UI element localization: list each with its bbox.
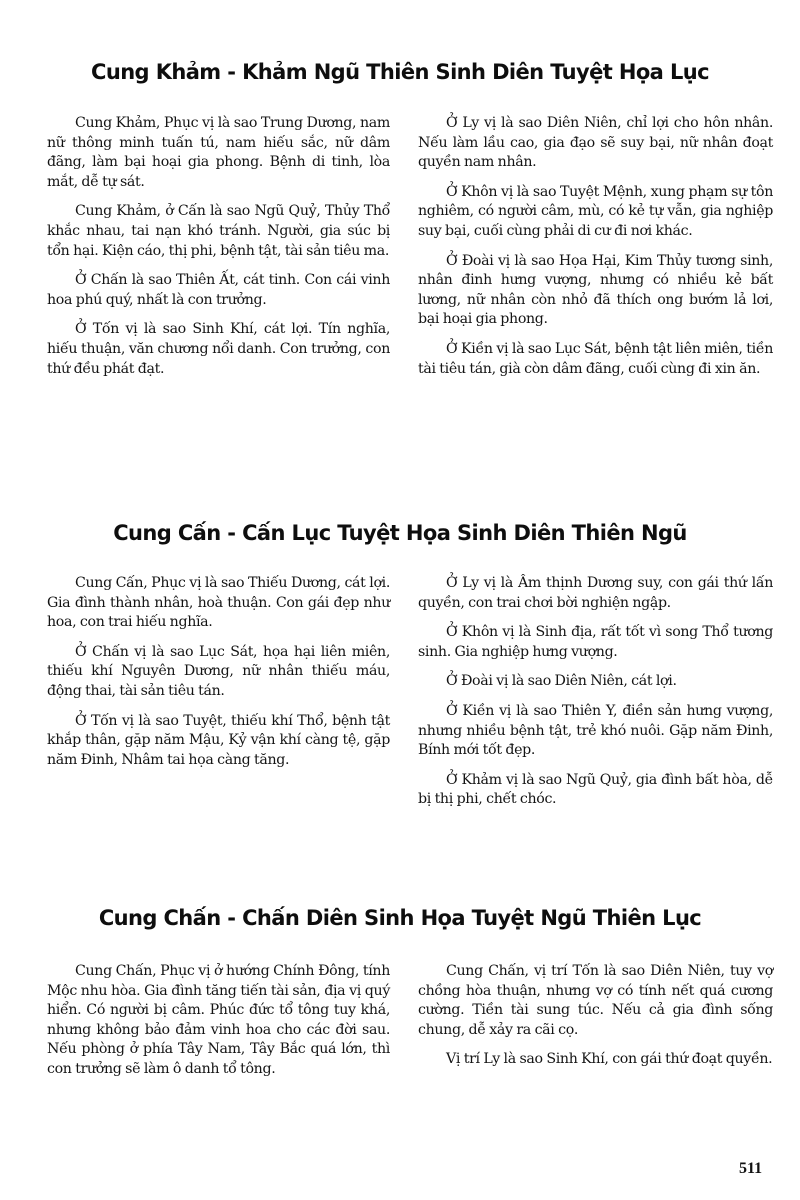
section-title: Cung Khảm - Khảm Ngũ Thiên Sinh Diên Tuyệt Họa Lục bbox=[91, 60, 709, 84]
paragraph: Ở Tốn vị là sao Sinh Khí, cát lợi. Tín nghĩa, hiếu thuận, văn chương nổi danh. Con trưởng, con thứ đều phát đạt. bbox=[47, 321, 390, 377]
right-column bbox=[418, 962, 773, 1080]
paragraph: Ở Khôn vị là sao Tuyệt Mệnh, xung phạm sự tôn nghiêm, có người câm, mù, có kẻ tự vẫn, gia nghiệp suy bại, cuối cùng phải di cư đi nơi khác. bbox=[418, 183, 773, 239]
left-column bbox=[47, 962, 390, 1090]
page-number: 511 bbox=[739, 1160, 763, 1177]
right-column bbox=[418, 574, 773, 820]
paragraph: Cung Khảm, ở Cấn là sao Ngũ Quỷ, Thủy Thổ khắc nhau, tai nạn khó tránh. Người, gia súc bị tổn hại. Kiện cáo, thị phi, bệnh tật, tài sản tiêu ma. bbox=[47, 203, 390, 259]
section-title: Cung Chấn - Chấn Diên Sinh Họa Tuyệt Ngũ Thiên Lục bbox=[98, 906, 702, 930]
paragraph: Ở Chấn là sao Thiên Ất, cát tinh. Con cái vinh hoa phú quý, nhất là con trưởng. bbox=[47, 272, 390, 308]
paragraph: Ở Khôn vị là Sinh địa, rất tốt vì song Thổ tương sinh. Gia nghiệp hưng vượng. bbox=[418, 624, 773, 660]
paragraph: Vị trí Ly là sao Sinh Khí, con gái thứ đoạt quyền. bbox=[446, 1051, 773, 1068]
paragraph: Ở Ly vị là Âm thịnh Dương suy, con gái thứ lấn quyền, con trai chơi bời nghiện ngập. bbox=[418, 575, 773, 611]
paragraph: Ở Ly vị là sao Diên Niên, chỉ lợi cho hôn nhân. Nếu làm lầu cao, gia đạo sẽ suy bại, nữ nhân đoạt quyền nam nhân. bbox=[418, 115, 773, 171]
paragraph: Ở Đoài vị là sao Diên Niên, cát lợi. bbox=[446, 673, 677, 690]
left-column bbox=[47, 574, 390, 780]
paragraph: Cung Chấn, Phục vị ở hướng Chính Đông, tính Mộc nhu hòa. Gia đình tăng tiến tài sản, địa vị quý hiển. Có người bị câm. Phúc đức tổ tông tuy khá, nhưng không bảo đảm vinh hoa cho các đời sau. Nếu phòng ở phía Tây Nam, Tây Bắc quá lớn, thì con trưởng sẽ làm ô danh tổ tông. bbox=[47, 963, 390, 1077]
paragraph: Ở Kiền vị là sao Lục Sát, bệnh tật liên miên, tiền tài tiêu tán, già còn dâm đãng, cuối cùng đi xin ăn. bbox=[418, 340, 773, 377]
paragraph: Cung Khảm, Phục vị là sao Trung Dương, nam nữ thông minh tuấn tú, nam hiếu sắc, nữ dâm đãng, làm bại hoại gia phong. Bệnh di tinh, lòa mắt, dễ tự sát. bbox=[47, 115, 390, 190]
paragraph: Ở Kiền vị là sao Thiên Y, điền sản hưng vượng, nhưng nhiều bệnh tật, trẻ khó nuôi. Gặp năm Đinh, Bính mới tốt đẹp. bbox=[418, 702, 773, 759]
right-column bbox=[418, 114, 773, 389]
paragraph: Ở Chấn vị là sao Lục Sát, họa hại liên miên, thiếu khí Nguyên Dương, nữ nhân thiếu máu, động thai, tài sản tiêu tán. bbox=[47, 643, 390, 699]
paragraph: Ở Tốn vị là sao Tuyệt, thiếu khí Thổ, bệnh tật khắp thân, gặp năm Mậu, Kỷ vận khí càng tệ, gặp năm Đinh, Nhâm tai họa càng tăng. bbox=[47, 712, 390, 768]
paragraph: Ở Đoài vị là sao Họa Hại, Kim Thủy tương sinh, nhân đinh hưng vượng, nhưng có nhiều kẻ bất lương, nữ nhân còn nhỏ đã thích ong bướm lả lơi, bại hoại gia phong. bbox=[418, 252, 773, 328]
section-title: Cung Cấn - Cấn Lục Tuyệt Họa Sinh Diên Thiên Ngũ bbox=[113, 521, 687, 545]
left-column bbox=[47, 114, 390, 389]
paragraph: Cung Chấn, vị trí Tốn là sao Diên Niên, tuy vợ chồng hòa thuận, nhưng vợ có tính nết quá cương cường. Tiền tài sung túc. Nếu cả gia đình sống chung, dễ xảy ra cãi cọ. bbox=[418, 963, 773, 1038]
paragraph: Cung Cấn, Phục vị là sao Thiếu Dương, cát lợi. Gia đình thành nhân, hoà thuận. Con gái đẹp như hoa, con trai hiếu nghĩa. bbox=[47, 575, 390, 631]
paragraph: Ở Khảm vị là sao Ngũ Quỷ, gia đình bất hòa, dễ bị thị phi, chết chóc. bbox=[418, 771, 773, 808]
